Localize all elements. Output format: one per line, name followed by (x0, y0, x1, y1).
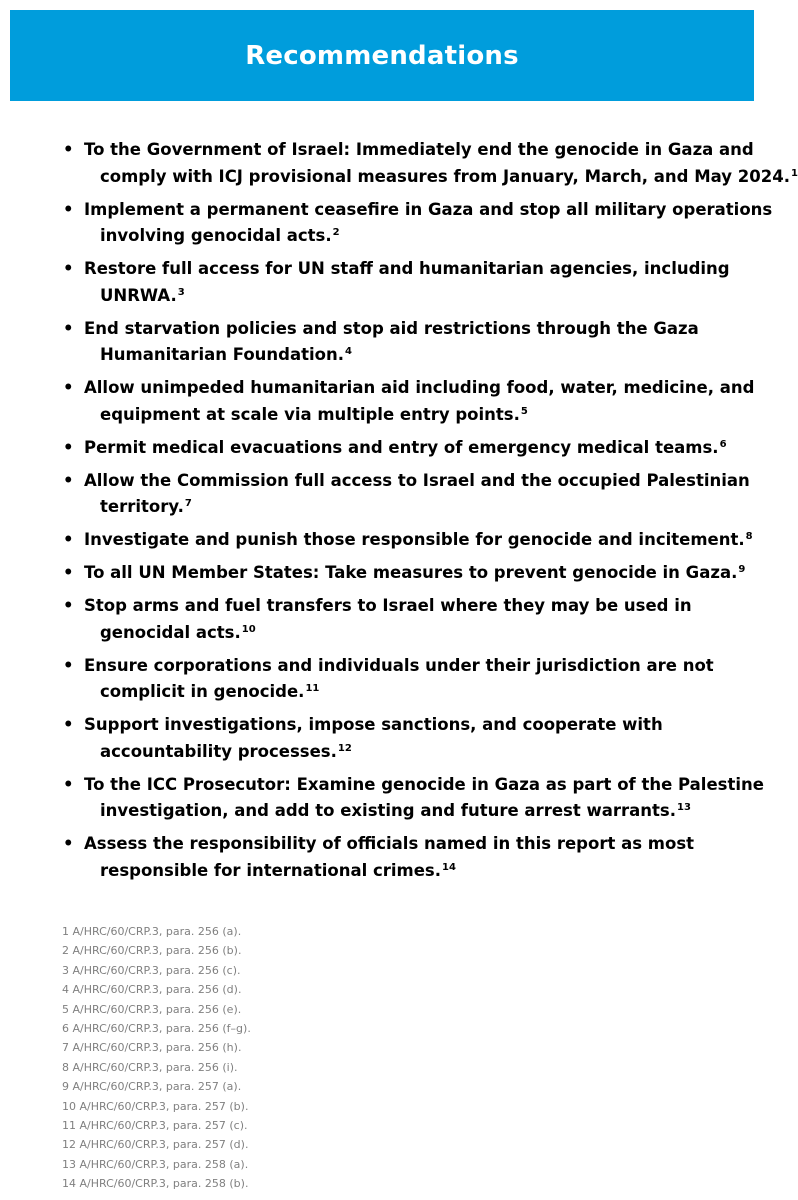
recommendation-text (84, 653, 767, 680)
footnote-ref: 11 (305, 683, 320, 694)
recommendation-item (0, 560, 773, 587)
footnote: 7 A/HRC/60/CRP.3, para. 256 (h). (62, 1041, 242, 1055)
footnote: 9 A/HRC/60/CRP.3, para. 257 (a). (62, 1080, 242, 1094)
recommendation-line-2: comply with ICJ provisional measures from January, March, and May 2024. (100, 166, 790, 186)
footnote-ref: 5 (520, 405, 528, 417)
recommendation-text (84, 593, 767, 620)
recommendation-item (0, 712, 773, 765)
footnote-ref: 10 (241, 623, 256, 635)
bullet-icon: • (63, 715, 74, 734)
recommendation-line-1: To the ICC Prosecutor: Examine genocide in Gaza as part of the Palestine (84, 774, 764, 794)
recommendation-line-1: Stop arms and fuel transfers to Israel where they may be used in (84, 596, 692, 615)
recommendation-text-continued (84, 620, 767, 647)
recommendation-text-continued (84, 798, 767, 825)
recommendation-text (84, 435, 767, 462)
recommendation-item (0, 435, 773, 462)
recommendation-text (84, 316, 767, 343)
bullet-icon: • (63, 259, 74, 278)
bullet-icon: • (63, 834, 74, 853)
recommendation-line-1: End starvation policies and stop aid restrictions through the Gaza (84, 318, 699, 338)
recommendation-item (0, 468, 773, 521)
recommendation-text (84, 197, 773, 224)
footnote: 10 A/HRC/60/CRP.3, para. 257 (b). (62, 1099, 249, 1113)
footnote-ref: 8 (745, 531, 753, 542)
recommendation-line-1: Restore full access for UN staff and humanitarian agencies, including (84, 259, 730, 278)
recommendation-line-1: To all UN Member States: Take measures to prevent genocide in Gaza. (84, 563, 738, 582)
page-title: Recommendations (245, 40, 519, 71)
recommendation-line-1: Ensure corporations and individuals under their jurisdiction are not (84, 655, 714, 675)
footnote-ref: 6 (719, 438, 727, 450)
recommendation-text (84, 712, 767, 739)
recommendation-text-continued (84, 858, 767, 885)
recommendation-text-continued (84, 223, 767, 250)
recommendation-line-2: complicit in genocide. (100, 682, 305, 701)
recommendation-text-continued (84, 402, 767, 429)
footnote-ref: 1 (790, 167, 798, 179)
footnote-ref: 2 (332, 227, 340, 238)
recommendation-text-continued (84, 739, 767, 766)
recommendation-line-1: Permit medical evacuations and entry of emergency medical teams. (84, 437, 719, 457)
recommendation-text (84, 375, 767, 402)
bullet-icon: • (63, 655, 74, 675)
footnote-ref: 4 (345, 346, 352, 357)
footnote-ref: 3 (177, 286, 185, 298)
footnote-ref: 14 (442, 861, 456, 873)
recommendation-text-continued (84, 164, 798, 191)
recommendation-text (84, 137, 767, 164)
bullet-icon: • (63, 437, 74, 457)
bullet-icon: • (63, 378, 74, 397)
bullet-icon: • (63, 530, 74, 549)
footnote: 1 A/HRC/60/CRP.3, para. 256 (a). (62, 925, 242, 938)
recommendation-text (84, 256, 767, 283)
recommendation-item (0, 772, 773, 825)
recommendation-line-1: Allow the Commission full access to Israel and the occupied Palestinian (84, 470, 750, 490)
recommendation-text (84, 831, 767, 858)
recommendation-line-1: Support investigations, impose sanctions, and cooperate with (84, 715, 663, 734)
footnote: 5 A/HRC/60/CRP.3, para. 256 (e). (62, 1002, 242, 1016)
recommendation-item (0, 593, 773, 646)
recommendation-item (0, 653, 773, 706)
recommendation-line-2: UNRWA. (100, 285, 177, 305)
recommendations-list (0, 137, 798, 891)
footnote: 2 A/HRC/60/CRP.3, para. 256 (b). (62, 944, 242, 958)
footnote: 12 A/HRC/60/CRP.3, para. 257 (d). (62, 1138, 249, 1152)
footnote: 11 A/HRC/60/CRP.3, para. 257 (c). (62, 1119, 248, 1133)
recommendation-text (84, 468, 767, 495)
recommendation-line-2: Humanitarian Foundation. (100, 345, 344, 364)
recommendation-line-2: responsible for international crimes. (100, 860, 442, 880)
bullet-icon: • (63, 596, 74, 615)
recommendation-line-1: Implement a permanent ceasefire in Gaza and stop all military operations (84, 199, 773, 219)
bullet-icon: • (63, 563, 74, 582)
footnote: 6 A/HRC/60/CRP.3, para. 256 (f–g). (62, 1022, 251, 1036)
recommendation-text-continued (84, 342, 767, 369)
recommendation-line-1: Assess the responsibility of officials named in this report as most (84, 834, 695, 853)
recommendation-line-1: Investigate and punish those responsible for genocide and incitement. (84, 530, 745, 549)
recommendation-item (0, 137, 798, 190)
recommendation-text (84, 772, 767, 799)
recommendation-item (0, 256, 773, 309)
footnote: 4 A/HRC/60/CRP.3, para. 256 (d). (62, 983, 242, 997)
recommendation-item (0, 527, 773, 554)
recommendation-line-1: To the Government of Israel: Immediately end the genocide in Gaza and (84, 140, 754, 159)
bullet-icon: • (63, 140, 74, 159)
recommendation-line-2: equipment at scale via multiple entry points. (100, 404, 520, 424)
recommendation-text (84, 527, 767, 554)
recommendation-text (84, 560, 767, 587)
recommendation-line-2: accountability processes. (100, 741, 337, 761)
footnote: 3 A/HRC/60/CRP.3, para. 256 (c). (62, 963, 241, 977)
recommendation-text-continued (84, 679, 767, 706)
bullet-icon: • (63, 774, 74, 794)
header-banner (10, 10, 754, 101)
recommendation-item (0, 316, 773, 369)
recommendation-line-2: involving genocidal acts. (100, 226, 332, 245)
recommendation-item (0, 831, 773, 884)
footnote: 14 A/HRC/60/CRP.3, para. 258 (b). (62, 1177, 249, 1191)
recommendation-item (0, 375, 773, 428)
footnote-ref: 13 (677, 802, 691, 813)
recommendation-line-2: investigation, and add to existing and future arrest warrants. (100, 801, 676, 820)
footnote-ref: 7 (184, 498, 192, 509)
recommendation-item (0, 197, 773, 250)
recommendation-line-1: Allow unimpeded humanitarian aid including food, water, medicine, and (84, 378, 755, 397)
bullet-icon: • (63, 318, 74, 338)
footnotes-list (62, 922, 251, 1194)
footnote: 13 A/HRC/60/CRP.3, para. 258 (a). (62, 1157, 249, 1171)
recommendation-line-2: territory. (100, 497, 184, 516)
recommendation-line-2: genocidal acts. (100, 622, 241, 642)
bullet-icon: • (63, 199, 74, 219)
recommendation-text-continued (84, 283, 767, 310)
footnote-ref: 12 (337, 742, 352, 754)
bullet-icon: • (63, 470, 74, 490)
footnote-ref: 9 (738, 564, 746, 575)
footnote: 8 A/HRC/60/CRP.3, para. 256 (i). (62, 1060, 238, 1074)
recommendation-text-continued (84, 494, 767, 521)
